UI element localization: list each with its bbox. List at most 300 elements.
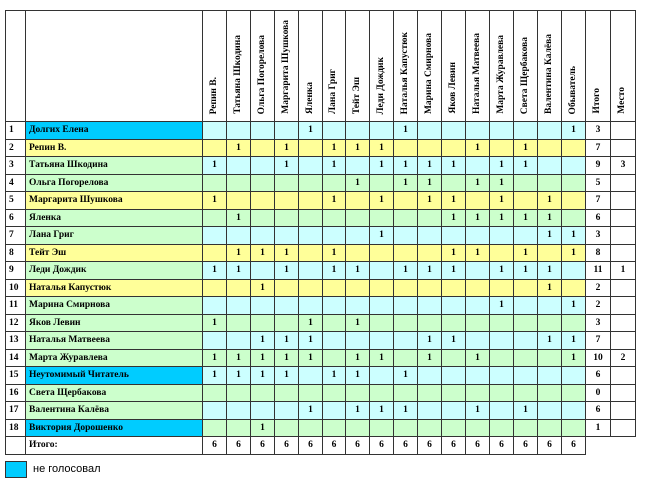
totals-label: Итого:: [26, 437, 203, 455]
vote-cell: [490, 139, 514, 157]
vote-cell: 1: [275, 157, 299, 175]
vote-cell: 1: [346, 139, 370, 157]
vote-cell: 1: [370, 227, 394, 245]
vote-cell: 1: [562, 349, 586, 367]
totals-row: [6, 437, 636, 455]
vote-cell: [538, 349, 562, 367]
row-total: 3: [586, 227, 611, 245]
vote-cell: 1: [346, 402, 370, 420]
vote-cell: 1: [251, 367, 275, 385]
vote-cell: 1: [275, 139, 299, 157]
vote-cell: [227, 314, 251, 332]
row-place: [611, 402, 636, 420]
vote-cell: 1: [203, 349, 227, 367]
vote-cell: [442, 174, 466, 192]
vote-cell: [251, 139, 275, 157]
vote-cell: [538, 402, 562, 420]
totals-value: 6: [562, 437, 586, 455]
vote-cell: [275, 314, 299, 332]
vote-cell: 1: [227, 209, 251, 227]
totals-value: 6: [418, 437, 442, 455]
totals-value: 6: [514, 437, 538, 455]
row-place: [611, 244, 636, 262]
table-row: [6, 174, 636, 192]
totals-value: 6: [370, 437, 394, 455]
vote-cell: [227, 332, 251, 350]
vote-cell: [227, 297, 251, 315]
vote-cell: [370, 262, 394, 280]
vote-cell: 1: [418, 192, 442, 210]
totals-value: 6: [442, 437, 466, 455]
header-col-label: Марта Журавлева: [495, 35, 506, 114]
vote-cell: [346, 419, 370, 437]
row-name: Марта Журавлева: [26, 349, 203, 367]
vote-cell: 1: [203, 192, 227, 210]
vote-cell: 1: [346, 367, 370, 385]
vote-cell: [514, 279, 538, 297]
vote-cell: [562, 402, 586, 420]
vote-cell: [370, 209, 394, 227]
vote-cell: [418, 244, 442, 262]
totals-gap: [611, 437, 636, 455]
totals-value: 6: [466, 437, 490, 455]
vote-cell: [323, 122, 346, 140]
vote-cell: 1: [562, 227, 586, 245]
vote-cell: [490, 384, 514, 402]
vote-cell: [299, 174, 323, 192]
header-place: [611, 11, 636, 122]
table-row: [6, 139, 636, 157]
vote-cell: [538, 139, 562, 157]
vote-cell: [490, 419, 514, 437]
vote-cell: 1: [538, 262, 562, 280]
vote-cell: 1: [251, 419, 275, 437]
row-total: 9: [586, 157, 611, 175]
vote-cell: [442, 367, 466, 385]
vote-cell: 1: [466, 174, 490, 192]
vote-cell: 1: [466, 402, 490, 420]
row-number: 2: [6, 139, 26, 157]
vote-cell: 1: [227, 367, 251, 385]
vote-cell: [323, 402, 346, 420]
row-number: 6: [6, 209, 26, 227]
vote-cell: [442, 279, 466, 297]
vote-cell: [394, 332, 418, 350]
row-place: [611, 209, 636, 227]
vote-cell: [370, 384, 394, 402]
vote-cell: [227, 157, 251, 175]
header-col-label: Наталья Матвеева: [471, 33, 482, 114]
vote-cell: [514, 297, 538, 315]
row-number: 11: [6, 297, 26, 315]
vote-cell: [562, 262, 586, 280]
vote-cell: 1: [514, 157, 538, 175]
vote-cell: [538, 174, 562, 192]
vote-cell: [490, 349, 514, 367]
row-place: [611, 419, 636, 437]
vote-cell: 1: [346, 314, 370, 332]
vote-cell: [227, 174, 251, 192]
vote-cell: [538, 157, 562, 175]
row-name: Марина Смирнова: [26, 297, 203, 315]
vote-cell: [394, 297, 418, 315]
vote-cell: [514, 367, 538, 385]
vote-cell: [490, 367, 514, 385]
vote-cell: 1: [442, 244, 466, 262]
vote-cell: 1: [275, 244, 299, 262]
vote-cell: 1: [490, 157, 514, 175]
row-number: 17: [6, 402, 26, 420]
vote-cell: [251, 122, 275, 140]
vote-cell: 1: [490, 297, 514, 315]
vote-cell: [394, 384, 418, 402]
vote-cell: 1: [418, 349, 442, 367]
vote-cell: [442, 297, 466, 315]
vote-cell: [418, 279, 442, 297]
row-number: 13: [6, 332, 26, 350]
vote-cell: 1: [251, 244, 275, 262]
vote-cell: [490, 227, 514, 245]
table-row: [6, 262, 636, 280]
vote-cell: [346, 279, 370, 297]
vote-cell: [370, 279, 394, 297]
header-summary-label: Итого: [592, 88, 603, 114]
vote-cell: [562, 209, 586, 227]
row-total: 8: [586, 244, 611, 262]
row-number: 7: [6, 227, 26, 245]
vote-cell: 1: [514, 209, 538, 227]
vote-cell: [442, 139, 466, 157]
vote-cell: [466, 332, 490, 350]
vote-cell: [323, 332, 346, 350]
vote-cell: 1: [275, 349, 299, 367]
vote-cell: 1: [418, 157, 442, 175]
vote-cell: [346, 297, 370, 315]
vote-cell: 1: [394, 157, 418, 175]
vote-cell: 1: [394, 122, 418, 140]
vote-cell: 1: [370, 402, 394, 420]
vote-cell: [466, 192, 490, 210]
header-col: [275, 11, 299, 122]
vote-cell: [299, 367, 323, 385]
vote-cell: 1: [514, 262, 538, 280]
header-col: [394, 11, 418, 122]
vote-cell: [418, 384, 442, 402]
vote-cell: [251, 209, 275, 227]
vote-cell: 1: [538, 192, 562, 210]
vote-cell: [442, 227, 466, 245]
vote-cell: [418, 402, 442, 420]
vote-cell: 1: [299, 402, 323, 420]
row-place: [611, 139, 636, 157]
row-place: [611, 279, 636, 297]
vote-cell: 1: [466, 139, 490, 157]
vote-cell: 1: [203, 314, 227, 332]
row-name: Света Щербакова: [26, 384, 203, 402]
vote-cell: [203, 122, 227, 140]
vote-cell: [251, 262, 275, 280]
vote-cell: [203, 139, 227, 157]
vote-cell: [203, 297, 227, 315]
vote-cell: [418, 122, 442, 140]
row-name: Маргарита Шушкова: [26, 192, 203, 210]
vote-cell: [323, 297, 346, 315]
vote-cell: [299, 279, 323, 297]
vote-cell: [299, 297, 323, 315]
vote-cell: 1: [227, 139, 251, 157]
vote-cell: 1: [394, 174, 418, 192]
vote-cell: [562, 139, 586, 157]
vote-cell: 1: [442, 192, 466, 210]
vote-cell: 1: [323, 367, 346, 385]
vote-cell: 1: [490, 192, 514, 210]
vote-cell: [394, 349, 418, 367]
row-place: 3: [611, 157, 636, 175]
vote-cell: [203, 332, 227, 350]
vote-cell: [490, 402, 514, 420]
vote-cell: 1: [203, 367, 227, 385]
vote-cell: [562, 419, 586, 437]
row-total: 5: [586, 174, 611, 192]
vote-cell: 1: [323, 192, 346, 210]
vote-cell: [370, 332, 394, 350]
vote-cell: [227, 192, 251, 210]
row-total: 2: [586, 279, 611, 297]
vote-cell: [323, 174, 346, 192]
vote-cell: 1: [466, 209, 490, 227]
vote-cell: [275, 384, 299, 402]
vote-cell: [299, 419, 323, 437]
table-row: [6, 122, 636, 140]
vote-cell: [227, 122, 251, 140]
vote-cell: [346, 122, 370, 140]
vote-cell: [562, 192, 586, 210]
vote-cell: [275, 192, 299, 210]
vote-cell: [490, 314, 514, 332]
row-place: [611, 314, 636, 332]
header-row: [6, 11, 636, 122]
table-row: [6, 279, 636, 297]
vote-cell: 1: [227, 244, 251, 262]
header-col: [299, 11, 323, 122]
vote-cell: [251, 157, 275, 175]
header-col: [562, 11, 586, 122]
vote-cell: [562, 314, 586, 332]
vote-cell: 1: [514, 244, 538, 262]
totals-value: 6: [394, 437, 418, 455]
vote-cell: [394, 139, 418, 157]
vote-cell: [538, 419, 562, 437]
vote-cell: [299, 192, 323, 210]
header-col-label: Обыватель: [567, 65, 578, 114]
vote-cell: [418, 209, 442, 227]
vote-cell: 1: [323, 262, 346, 280]
vote-cell: 1: [538, 227, 562, 245]
vote-cell: [562, 367, 586, 385]
vote-cell: [394, 314, 418, 332]
vote-cell: [299, 139, 323, 157]
table-row: [6, 419, 636, 437]
row-name: Лана Григ: [26, 227, 203, 245]
row-total: 6: [586, 209, 611, 227]
row-name: Валентина Калёва: [26, 402, 203, 420]
row-total: 7: [586, 332, 611, 350]
header-col: [346, 11, 370, 122]
vote-cell: [251, 314, 275, 332]
totals-value: 6: [346, 437, 370, 455]
vote-cell: [514, 174, 538, 192]
vote-cell: [418, 139, 442, 157]
vote-cell: [346, 332, 370, 350]
vote-cell: [251, 384, 275, 402]
header-col: [227, 11, 251, 122]
header-col-label: Репин В.: [208, 76, 219, 114]
vote-cell: [394, 209, 418, 227]
vote-cell: 1: [514, 402, 538, 420]
row-place: [611, 332, 636, 350]
vote-cell: [203, 279, 227, 297]
row-total: 6: [586, 402, 611, 420]
row-name: Ольга Погорелова: [26, 174, 203, 192]
vote-cell: [538, 367, 562, 385]
vote-cell: 1: [538, 209, 562, 227]
vote-cell: [299, 157, 323, 175]
vote-cell: 1: [323, 157, 346, 175]
vote-cell: 1: [275, 332, 299, 350]
totals-value: 6: [299, 437, 323, 455]
row-name: Наталья Матвеева: [26, 332, 203, 350]
totals-value: 6: [538, 437, 562, 455]
vote-cell: 1: [562, 244, 586, 262]
vote-cell: 1: [346, 349, 370, 367]
totals-value: 6: [490, 437, 514, 455]
totals-value: 6: [275, 437, 299, 455]
vote-cell: 1: [562, 122, 586, 140]
row-total: 1: [586, 419, 611, 437]
totals-num: [6, 437, 26, 455]
vote-cell: 1: [370, 349, 394, 367]
vote-cell: [394, 419, 418, 437]
totals-value: 6: [227, 437, 251, 455]
vote-cell: [394, 192, 418, 210]
vote-cell: [418, 227, 442, 245]
vote-cell: 1: [203, 262, 227, 280]
vote-cell: 1: [514, 139, 538, 157]
header-col-label: Яленка: [304, 82, 315, 114]
vote-cell: [251, 402, 275, 420]
legend-swatch: [5, 461, 27, 478]
vote-cell: [227, 227, 251, 245]
vote-cell: 1: [275, 262, 299, 280]
vote-cell: [514, 122, 538, 140]
vote-cell: 1: [299, 332, 323, 350]
vote-cell: [466, 227, 490, 245]
row-number: 9: [6, 262, 26, 280]
vote-cell: 1: [442, 209, 466, 227]
legend: [5, 461, 101, 477]
vote-cell: 1: [275, 367, 299, 385]
row-number: 12: [6, 314, 26, 332]
vote-cell: 1: [299, 122, 323, 140]
row-place: [611, 192, 636, 210]
row-place: 2: [611, 349, 636, 367]
vote-cell: [323, 227, 346, 245]
row-number: 18: [6, 419, 26, 437]
row-place: [611, 122, 636, 140]
header-col: [251, 11, 275, 122]
row-total: 7: [586, 139, 611, 157]
vote-cell: [227, 279, 251, 297]
vote-cell: 1: [490, 262, 514, 280]
vote-cell: [394, 244, 418, 262]
vote-cell: [323, 349, 346, 367]
vote-cell: 1: [442, 262, 466, 280]
vote-cell: [370, 244, 394, 262]
header-col-label: Света Щербакова: [519, 36, 530, 114]
header-name: [26, 11, 203, 122]
row-place: [611, 297, 636, 315]
table-row: [6, 332, 636, 350]
vote-cell: [203, 227, 227, 245]
row-number: 8: [6, 244, 26, 262]
vote-cell: [514, 419, 538, 437]
vote-cell: [562, 157, 586, 175]
vote-cell: [346, 157, 370, 175]
row-place: [611, 384, 636, 402]
vote-cell: [323, 419, 346, 437]
vote-cell: [466, 157, 490, 175]
row-name: Татьяна Шкодина: [26, 157, 203, 175]
row-number: 14: [6, 349, 26, 367]
header-col: [323, 11, 346, 122]
vote-cell: [370, 314, 394, 332]
row-number: 15: [6, 367, 26, 385]
table-row: [6, 192, 636, 210]
row-number: 10: [6, 279, 26, 297]
row-total: 2: [586, 297, 611, 315]
vote-cell: [418, 297, 442, 315]
vote-cell: [370, 419, 394, 437]
totals-gap: [586, 437, 611, 455]
table-row: [6, 157, 636, 175]
vote-cell: 1: [490, 174, 514, 192]
header-col-label: Яков Левин: [447, 62, 458, 114]
vote-cell: [346, 209, 370, 227]
header-col-label: Тейт Эш: [351, 76, 362, 114]
table-row: [6, 314, 636, 332]
vote-cell: [538, 122, 562, 140]
vote-cell: [299, 262, 323, 280]
vote-cell: [203, 244, 227, 262]
vote-cell: [370, 174, 394, 192]
table-row: [6, 209, 636, 227]
vote-cell: [394, 227, 418, 245]
row-total: 3: [586, 314, 611, 332]
header-col: [538, 11, 562, 122]
header-col: [203, 11, 227, 122]
vote-cell: [442, 349, 466, 367]
row-name: Леди Дождик: [26, 262, 203, 280]
row-name: Яленка: [26, 209, 203, 227]
vote-cell: [538, 297, 562, 315]
vote-cell: [251, 227, 275, 245]
vote-cell: [323, 209, 346, 227]
vote-cell: 1: [418, 262, 442, 280]
vote-cell: 1: [466, 244, 490, 262]
row-place: [611, 227, 636, 245]
vote-cell: [299, 227, 323, 245]
vote-cell: [370, 122, 394, 140]
